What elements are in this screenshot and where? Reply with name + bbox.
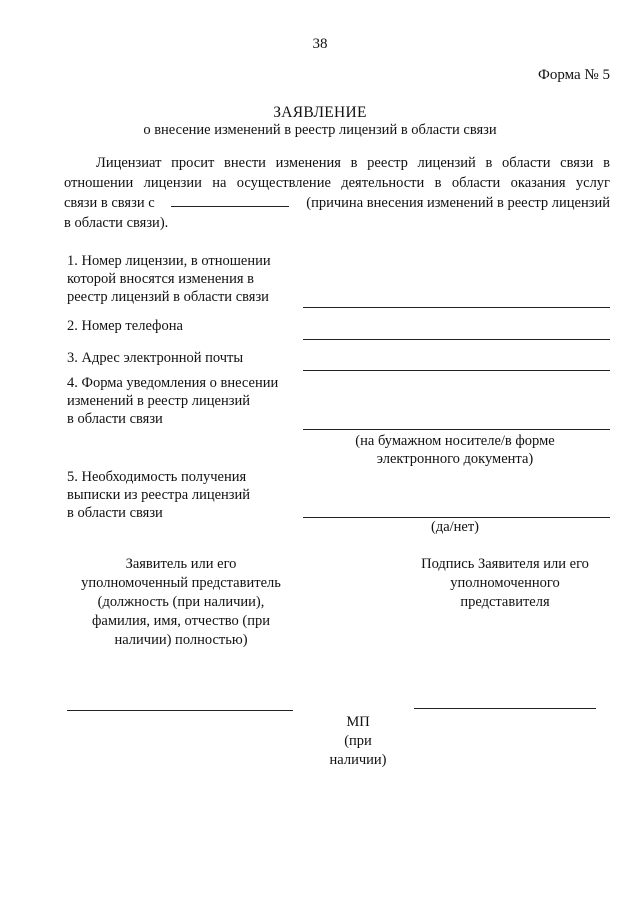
stamp-note: (при — [344, 733, 372, 749]
caption-line: Заявитель или его — [125, 556, 237, 572]
item-label-line: 3. Адрес электронной почты — [67, 350, 244, 366]
item-label-line: которой вносятся изменения в — [67, 271, 254, 287]
item-license-number — [67, 252, 299, 306]
stamp-note: наличии) — [329, 752, 387, 768]
caption-line: (должность (при наличии), — [97, 594, 265, 610]
signature-caption — [395, 555, 615, 612]
caption-line: наличии) полностью) — [114, 632, 248, 648]
caption-line: уполномоченного — [450, 575, 560, 591]
item-label-line: 4. Форма уведомления о внесении — [67, 375, 279, 391]
item-extract-needed — [67, 468, 299, 522]
item-label-line: 1. Номер лицензии, в отношении — [67, 253, 271, 269]
document-title: ЗАЯВЛЕНИЕ — [273, 104, 367, 121]
item-label-line: изменений в реестр лицензий — [67, 393, 250, 409]
license-number-field[interactable] — [303, 307, 610, 308]
item-label-line: реестр лицензий в области связи — [67, 289, 269, 305]
applicant-name-line[interactable] — [67, 710, 293, 711]
intro-line-3-end: (причина внесения изменений в реестр лицензий — [306, 195, 610, 211]
change-reason-blank[interactable] — [171, 194, 289, 207]
phone-number-field[interactable] — [303, 339, 610, 340]
stamp-placeholder — [290, 713, 426, 770]
intro-line-3-start: связи в связи с — [64, 195, 155, 211]
email-field[interactable] — [303, 370, 610, 371]
intro-line-4: в области связи). — [64, 215, 169, 231]
item-notification-form — [67, 374, 299, 428]
stamp-label: МП — [346, 714, 370, 730]
form-number: Форма № 5 — [538, 67, 610, 83]
extract-needed-hint: (да/нет) — [430, 519, 480, 535]
caption-line: фамилия, имя, отчество (при — [91, 613, 270, 629]
page-number: 38 — [312, 36, 328, 52]
item-label-line: 5. Необходимость получения — [67, 469, 247, 485]
intro-line-3 — [64, 194, 610, 212]
caption-line: представителя — [460, 594, 550, 610]
item-email — [67, 349, 299, 367]
intro-line-2: отношении лицензии на осуществление деятельности в области оказания услуг — [64, 175, 610, 191]
caption-line: уполномоченный представитель — [81, 575, 281, 591]
signature-line[interactable] — [414, 708, 596, 709]
applicant-caption — [50, 555, 312, 650]
hint-line: электронного документа) — [376, 451, 534, 467]
item-label-line: в области связи — [67, 411, 163, 427]
notification-form-field[interactable] — [303, 429, 610, 430]
item-label-line: 2. Номер телефона — [67, 318, 183, 334]
notification-form-hint — [300, 432, 610, 468]
item-label-line: в области связи — [67, 505, 163, 521]
document-subtitle: о внесение изменений в реестр лицензий в области связи — [143, 122, 497, 138]
hint-line: (на бумажном носителе/в форме — [355, 433, 555, 449]
intro-line-1: Лицензиат просит внести изменения в реестр лицензий в области связи в — [96, 155, 610, 171]
item-phone-number — [67, 317, 299, 335]
item-label-line: выписки из реестра лицензий — [67, 487, 251, 503]
caption-line: Подпись Заявителя или его — [421, 556, 589, 572]
